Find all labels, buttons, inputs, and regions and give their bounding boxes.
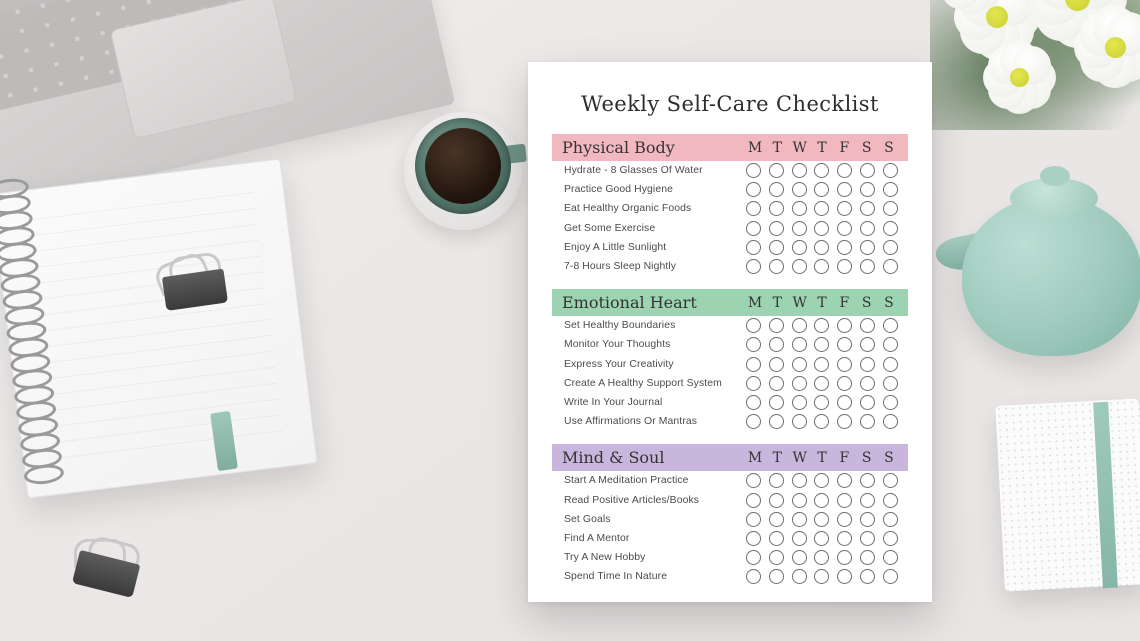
checkbox-circle[interactable] [769,221,784,236]
task-label: Enjoy A Little Sunlight [564,241,667,253]
checkbox-circle[interactable] [860,473,875,488]
section-title: Emotional Heart [562,293,697,313]
checkbox-circle[interactable] [883,414,898,429]
task-label: Write In Your Journal [564,396,663,408]
checkbox-circle[interactable] [769,259,784,274]
checkbox-circle[interactable] [883,531,898,546]
checkbox-circle[interactable] [814,201,829,216]
day-label: M [747,139,763,156]
coffee-surface [425,128,501,204]
checkbox-circle[interactable] [792,414,807,429]
checkbox-circle[interactable] [746,493,761,508]
checkbox-circle[interactable] [837,318,852,333]
task-label: Set Goals [564,513,611,525]
day-label: M [747,449,763,466]
task-row [552,238,908,257]
checkbox-group [746,182,900,197]
binder-clip-top [151,250,234,316]
day-label: W [792,294,807,311]
checkbox-group [746,221,900,236]
checkbox-circle[interactable] [883,376,898,391]
checkbox-group [746,357,900,372]
day-label: F [839,139,850,156]
checkbox-circle[interactable] [769,376,784,391]
checkbox-group [746,473,900,488]
checkbox-circle[interactable] [837,240,852,255]
task-row [552,219,908,238]
day-label: S [861,294,872,311]
checkbox-circle[interactable] [769,569,784,584]
checkbox-circle[interactable] [860,414,875,429]
checkbox-circle[interactable] [792,512,807,527]
day-label: T [817,139,827,156]
checkbox-circle[interactable] [883,259,898,274]
task-row [552,490,908,509]
day-label: S [861,449,872,466]
task-row [552,412,908,431]
checkbox-group [746,531,900,546]
checkbox-circle[interactable] [860,163,875,178]
notebook-lines [25,192,284,473]
checkbox-circle[interactable] [883,569,898,584]
checkbox-circle[interactable] [746,357,761,372]
checkbox-circle[interactable] [860,201,875,216]
checkbox-circle[interactable] [769,318,784,333]
teapot-body [962,196,1140,356]
checkbox-circle[interactable] [814,163,829,178]
checkbox-circle[interactable] [746,163,761,178]
checkbox-circle[interactable] [746,512,761,527]
checkbox-circle[interactable] [860,182,875,197]
checkbox-circle[interactable] [746,473,761,488]
checkbox-circle[interactable] [860,493,875,508]
checkbox-circle[interactable] [837,201,852,216]
checkbox-group [746,414,900,429]
task-row [552,548,908,567]
checkbox-group [746,318,900,333]
checkbox-circle[interactable] [746,201,761,216]
task-row [552,335,908,354]
checkbox-circle[interactable] [837,259,852,274]
checkbox-circle[interactable] [746,414,761,429]
checkbox-circle[interactable] [860,376,875,391]
checkbox-circle[interactable] [814,221,829,236]
checkbox-circle[interactable] [792,318,807,333]
checkbox-circle[interactable] [814,531,829,546]
checklist-section [552,444,908,595]
checkbox-circle[interactable] [792,357,807,372]
checkbox-circle[interactable] [746,569,761,584]
checkbox-circle[interactable] [746,259,761,274]
task-row [552,180,908,199]
checkbox-circle[interactable] [792,550,807,565]
checkbox-circle[interactable] [860,318,875,333]
checkbox-circle[interactable] [769,337,784,352]
task-label: Create A Healthy Support System [564,377,722,389]
checkbox-group [746,493,900,508]
task-label: Read Positive Articles/Books [564,494,700,506]
checkbox-circle[interactable] [746,240,761,255]
page-title: Weekly Self-Care Checklist [581,92,879,116]
day-label: F [839,294,850,311]
task-label: Try A New Hobby [564,552,646,564]
checkbox-circle[interactable] [883,163,898,178]
checkbox-group [746,240,900,255]
checklist-section [552,134,908,285]
checkbox-circle[interactable] [837,569,852,584]
day-label: T [772,449,782,466]
task-label: Set Healthy Boundaries [564,320,676,332]
checkbox-circle[interactable] [746,182,761,197]
checkbox-circle[interactable] [883,493,898,508]
task-label: Eat Healthy Organic Foods [564,203,692,215]
checkbox-circle[interactable] [883,550,898,565]
checkbox-circle[interactable] [837,357,852,372]
checkbox-circle[interactable] [769,512,784,527]
checkbox-circle[interactable] [792,337,807,352]
checkbox-circle[interactable] [814,259,829,274]
flower [988,46,1051,109]
checkbox-circle[interactable] [814,182,829,197]
checkbox-circle[interactable] [792,473,807,488]
checkbox-group [746,376,900,391]
task-row [552,374,908,393]
checkbox-circle[interactable] [792,240,807,255]
checkbox-group [746,512,900,527]
task-label: Monitor Your Thoughts [564,339,671,351]
task-row [552,471,908,490]
checkbox-circle[interactable] [746,318,761,333]
day-label: W [792,449,807,466]
checkbox-circle[interactable] [769,550,784,565]
task-label: Start A Meditation Practice [564,475,689,487]
checkbox-circle[interactable] [837,550,852,565]
checkbox-circle[interactable] [792,221,807,236]
day-label: W [792,139,807,156]
task-label: Spend Time In Nature [564,571,668,583]
section-title: Physical Body [562,138,675,157]
task-row [552,257,908,276]
task-label: Practice Good Hygiene [564,184,673,196]
checkbox-circle[interactable] [769,531,784,546]
checkbox-group [746,550,900,565]
checkbox-circle[interactable] [860,550,875,565]
checkbox-circle[interactable] [860,337,875,352]
checkbox-circle[interactable] [792,259,807,274]
checkbox-circle[interactable] [883,512,898,527]
checkbox-circle[interactable] [860,240,875,255]
day-header-row [746,295,900,311]
checkbox-circle[interactable] [814,493,829,508]
day-label: S [861,139,872,156]
checkbox-circle[interactable] [883,182,898,197]
checkbox-circle[interactable] [792,395,807,410]
clip-body [162,269,228,311]
section-spacer [552,276,908,285]
task-row [552,510,908,529]
checkbox-circle[interactable] [837,493,852,508]
checkbox-circle[interactable] [746,395,761,410]
checkbox-circle[interactable] [769,163,784,178]
checkbox-circle[interactable] [792,531,807,546]
checkbox-circle[interactable] [837,376,852,391]
checkbox-group [746,569,900,584]
checkbox-circle[interactable] [883,473,898,488]
day-label: F [839,449,850,466]
checkbox-circle[interactable] [814,550,829,565]
teapot-knob [1040,166,1070,186]
task-label: Express Your Creativity [564,358,674,370]
checkbox-circle[interactable] [746,550,761,565]
section-title: Mind & Soul [562,448,665,468]
checkbox-circle[interactable] [860,531,875,546]
flower-center [986,6,1008,28]
task-row [552,316,908,335]
checkbox-circle[interactable] [837,337,852,352]
checkbox-circle[interactable] [860,569,875,584]
checkbox-circle[interactable] [860,259,875,274]
checkbox-circle[interactable] [860,221,875,236]
checkbox-circle[interactable] [746,337,761,352]
checkbox-circle[interactable] [746,376,761,391]
checkbox-circle[interactable] [883,318,898,333]
task-row [552,529,908,548]
checkbox-group [746,163,900,178]
checkbox-circle[interactable] [883,221,898,236]
checkbox-circle[interactable] [860,357,875,372]
section-header [552,444,908,471]
task-label: Find A Mentor [564,532,630,544]
task-row [552,567,908,586]
day-label: T [817,294,827,311]
task-row [552,161,908,180]
task-label: Get Some Exercise [564,222,656,234]
checkbox-circle[interactable] [837,531,852,546]
checkbox-circle[interactable] [769,201,784,216]
flower-center [1010,68,1029,87]
checkbox-circle[interactable] [814,240,829,255]
checkbox-circle[interactable] [814,569,829,584]
checkbox-circle[interactable] [814,512,829,527]
task-label: Hydrate - 8 Glasses Of Water [564,165,703,177]
task-label: Use Affirmations Or Mantras [564,416,698,428]
checkbox-circle[interactable] [769,493,784,508]
checkbox-circle[interactable] [837,163,852,178]
checkbox-circle[interactable] [837,182,852,197]
checkbox-circle[interactable] [769,182,784,197]
checkbox-circle[interactable] [792,569,807,584]
checkbox-circle[interactable] [883,201,898,216]
checkbox-circle[interactable] [883,357,898,372]
section-spacer [552,586,908,595]
checkbox-circle[interactable] [769,357,784,372]
dot-grid-notebook [995,398,1140,591]
task-label: 7-8 Hours Sleep Nightly [564,261,677,273]
checkbox-circle[interactable] [769,473,784,488]
checkbox-circle[interactable] [792,376,807,391]
day-label: M [747,294,763,311]
checkbox-circle[interactable] [769,395,784,410]
checkbox-group [746,201,900,216]
checkbox-group [746,337,900,352]
day-label: S [884,294,894,311]
checkbox-circle[interactable] [814,318,829,333]
section-header [552,134,908,161]
flower-center [1105,37,1126,58]
task-row [552,393,908,412]
checkbox-circle[interactable] [792,493,807,508]
checkbox-circle[interactable] [814,414,829,429]
checkbox-circle[interactable] [837,395,852,410]
checklist-sheet [528,62,932,602]
checkbox-circle[interactable] [792,163,807,178]
day-header-row [746,450,900,466]
checkbox-circle[interactable] [883,337,898,352]
day-label: T [772,294,782,311]
checkbox-circle[interactable] [814,337,829,352]
checkbox-circle[interactable] [814,395,829,410]
checkbox-circle[interactable] [883,240,898,255]
checkbox-circle[interactable] [860,512,875,527]
section-spacer [552,431,908,440]
checkbox-circle[interactable] [837,414,852,429]
checkbox-circle[interactable] [746,531,761,546]
day-label: S [884,139,894,156]
checkbox-circle[interactable] [860,395,875,410]
day-header-row [746,140,900,156]
section-header [552,289,908,316]
checkbox-group [746,259,900,274]
checkbox-circle[interactable] [883,395,898,410]
flower [1080,12,1140,82]
day-label: T [817,449,827,466]
checkbox-circle[interactable] [837,473,852,488]
checklist-section [552,289,908,440]
checkbox-circle[interactable] [837,221,852,236]
checkbox-group [746,395,900,410]
checkbox-circle[interactable] [837,512,852,527]
checkbox-circle[interactable] [792,201,807,216]
checkbox-circle[interactable] [769,240,784,255]
binder-clip-bottom [62,531,160,612]
checkbox-circle[interactable] [814,357,829,372]
checkbox-circle[interactable] [792,182,807,197]
day-label: T [772,139,782,156]
day-label: S [884,449,894,466]
checkbox-circle[interactable] [814,473,829,488]
checklist-sections [552,134,908,595]
task-row [552,355,908,374]
flowers [940,0,1140,130]
checkbox-circle[interactable] [746,221,761,236]
task-row [552,199,908,218]
checkbox-circle[interactable] [769,414,784,429]
checkbox-circle[interactable] [814,376,829,391]
